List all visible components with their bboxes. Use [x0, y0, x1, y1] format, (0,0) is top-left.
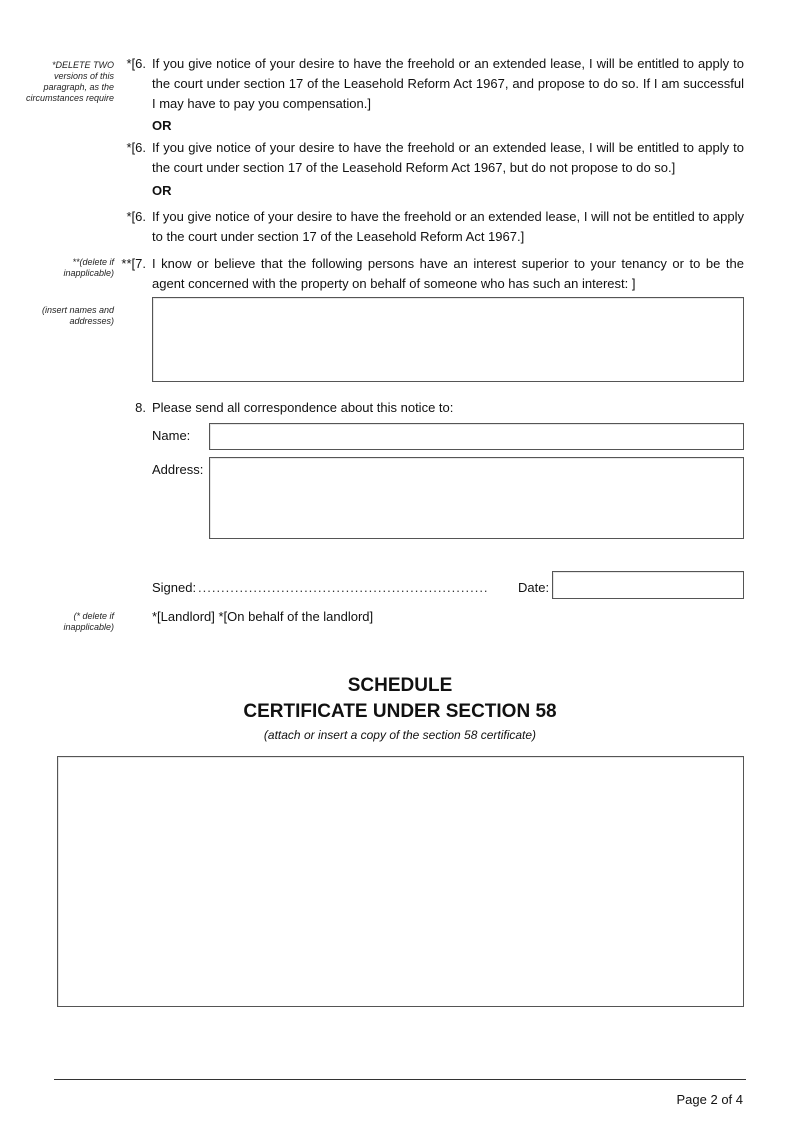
paragraph-8-text: Please send all correspondence about this notice to: [152, 400, 454, 415]
paragraph-6-marker-2: *[6. [126, 140, 146, 155]
paragraph-7-marker: **[7. [121, 256, 146, 271]
paragraph-8-marker: 8. [135, 400, 146, 415]
schedule-instruction: (attach or insert a copy of the section 58 certificate) [263, 728, 537, 742]
delete-if-inapplicable-sign-note: (* delete if inapplicable) [63, 611, 114, 632]
or-label-2: OR [152, 183, 172, 198]
signature-line[interactable]: ............................................................... [198, 580, 489, 595]
interested-persons-box[interactable] [152, 297, 744, 382]
delete-if-inapplicable-note: **(delete if inapplicable) [63, 257, 114, 278]
paragraph-6-marker-1: *[6. [126, 56, 146, 71]
paragraph-6-version-3: If you give notice of your desire to have the freehold or an extended lease, I will not be entitled to apply to the court under section 17 of the Leasehold Reform Act 1967.] [152, 209, 744, 244]
address-field[interactable] [209, 457, 744, 539]
delete-two-note: *DELETE TWO versions of this paragraph, as the circumstances require [25, 60, 114, 103]
signatory-capacity: *[Landlord] *[On behalf of the landlord] [152, 609, 374, 624]
paragraph-6-marker-3: *[6. [126, 209, 146, 224]
address-label: Address: [152, 462, 204, 477]
date-field[interactable] [552, 571, 744, 599]
paragraph-6-version-1: If you give notice of your desire to have the freehold or an extended lease, I will be entitled to apply to the court under section 17 of the Leasehold Reform Act 1967, and propose to do so. If I am successful I may have to pay you compensation.] [152, 56, 744, 111]
footer-rule [54, 1079, 746, 1080]
paragraph-7-text: I know or believe that the following persons have an interest superior to your tenancy or to be the agent concerned with the property on behalf of someone who has such an interest: ] [152, 256, 744, 291]
name-field[interactable] [209, 423, 744, 450]
or-label-1: OR [152, 118, 172, 133]
paragraph-6-version-2: If you give notice of your desire to have the freehold or an extended lease, I will be entitled to apply to the court under section 17 of the Leasehold Reform Act 1967, but do not propose to do so.] [152, 140, 744, 175]
certificate-box[interactable] [57, 756, 744, 1007]
insert-names-note: (insert names and addresses) [41, 305, 114, 326]
schedule-subtitle: CERTIFICATE UNDER SECTION 58 [243, 701, 557, 722]
date-label: Date: [518, 580, 550, 595]
name-label: Name: [152, 428, 191, 443]
schedule-title: SCHEDULE [347, 675, 453, 696]
signed-label: Signed: [152, 580, 197, 595]
page-number: Page 2 of 4 [676, 1092, 743, 1107]
